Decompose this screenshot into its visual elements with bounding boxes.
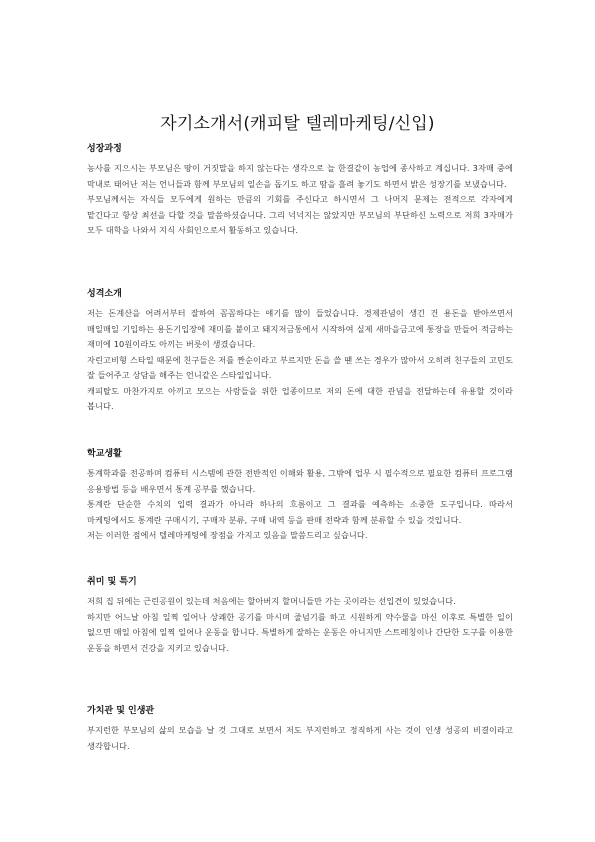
section-growth xyxy=(87,143,513,239)
section-paragraph: 농사를 지으시는 부모님은 땅이 거짓말을 하지 않는다는 생각으로 늘 한결같이 농업에 종사하고 계십니다. 3자매 중에 막내로 태어난 저는 언니들과 함께 부모님의 일손을 돕기도 하고 땀을 흘려 놓기도 하면서 밝은 성장기를 보냈습니다. xyxy=(87,163,513,189)
section-school-life xyxy=(87,448,513,544)
section-heading: 학교생활 xyxy=(87,449,122,459)
section-paragraph: 통계란 단순한 수치의 입력 결과가 아니라 하나의 흐름이고 그 결과를 예측하는 소중한 도구입니다. 따라서 마케팅에서도 통계란 구매시기, 구매자 분류, 구매 내역 등을 판매 전략과 함께 분류할 수 있을 것입니다. xyxy=(87,499,513,525)
section-paragraph: 부모님께서는 자식들 모두에게 원하는 만큼의 기회를 주신다고 하시면서 그 나머지 문제는 전적으로 각자에게 맡긴다고 항상 최선을 다할 것을 말씀하셨습니다. 그리 넉넉지는 않았지만 부모님의 부단하신 노력으로 저희 3자매가 모두 대학을 나와서 지식 사회인으로서 활동하고 있습니다. xyxy=(87,194,513,235)
section-paragraph: 하지만 어느날 아침 일찍 일어나 상쾌한 공기를 마시며 줄넘기를 하고 시원하게 약수물을 마신 이후로 특별한 일이 없으면 매일 아침에 일찍 일어나 운동을 합니다. 특별하게 잘하는 운동은 아니지만 스트레칭이나 간단한 도구를 이용한 운동을 하면서 건강을 지키고 있습니다. xyxy=(87,611,513,653)
section-personality xyxy=(87,288,513,415)
section-heading: 가치관 및 인생관 xyxy=(87,706,155,716)
section-hobbies xyxy=(87,576,513,656)
section-paragraph: 저는 돈계산을 어려서부터 잘하여 꼼꼼하다는 얘기를 많이 들었습니다. 경제관념이 생긴 건 용돈을 받아쓰면서 매일매일 기입하는 용돈기입장에 재미를 붙이고 돼지저금통에서 시작하여 실제 새마을금고에 통장을 만들어 적금하는 재미에 10원이라도 아끼는 버릇이 생겼습니다. xyxy=(87,308,513,349)
section-paragraph: 캐피탈도 마찬가지로 아끼고 모으는 사람들을 위한 업종이므로 저의 돈에 대한 관념을 전달하는데 유용할 것이라 봅니다. xyxy=(87,385,513,411)
section-heading: 성격소개 xyxy=(87,289,122,299)
section-heading: 성장과정 xyxy=(87,144,122,154)
section-paragraph: 통계학과를 전공하며 컴퓨터 시스템에 관한 전반적인 이해와 활용, 그밖에 업무 시 필수적으로 필요한 컴퓨터 프로그램 응용방법 등을 배우면서 통계 공부를 했습니다. xyxy=(87,468,513,494)
section-paragraph: 부지런한 부모님의 삶의 모습을 날 것 그대로 보면서 저도 부지런하고 정직하게 사는 것이 인생 성공의 비결이라고 생각합니다. xyxy=(87,725,513,751)
section-heading: 취미 및 특기 xyxy=(87,577,137,587)
section-values xyxy=(87,705,513,754)
section-paragraph: 저는 이러한 점에서 텔레마케팅에 장점을 가지고 있음을 말씀드리고 싶습니다. xyxy=(87,530,368,540)
section-paragraph: 저희 집 뒤에는 근린공원이 있는데 처음에는 할아버지 할머니들만 가는 곳이라는 선입견이 있었습니다. xyxy=(87,596,456,606)
section-paragraph: 자린고비형 스타일 때문에 친구들은 저를 짠순이라고 부르지만 돈을 쓸 땐 쓰는 경우가 많아서 오히려 친구들의 고민도 잘 들어주고 상담을 해주는 언니같은 스타일입니다. xyxy=(87,354,513,380)
document-title: 자기소개서(캐피탈 텔레마케팅/신입) xyxy=(160,114,435,135)
